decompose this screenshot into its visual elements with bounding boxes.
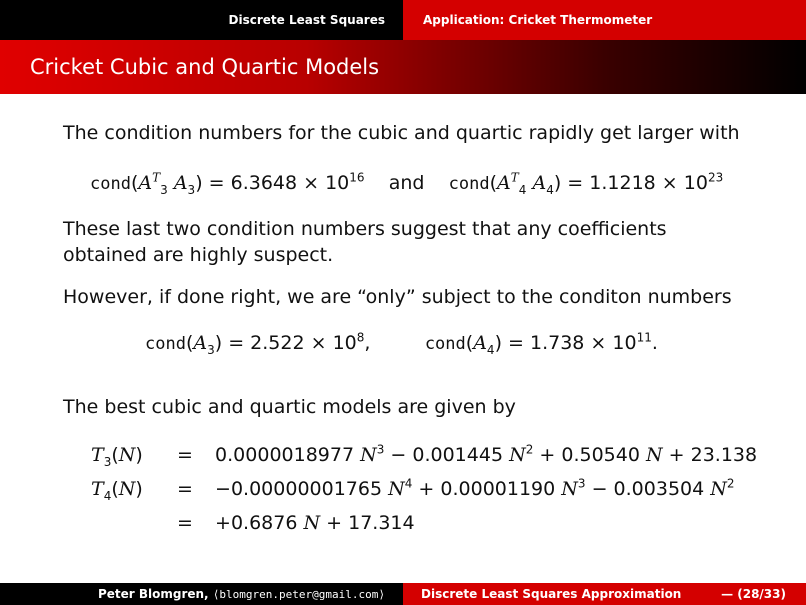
t4-coef-c: 0.003504 <box>613 478 705 500</box>
t3-coef-a: 0.0000018977 <box>215 444 355 466</box>
cond-a4-exponent: 11 <box>636 330 652 345</box>
condition-equation-row-2: $cond(A_3) = 2.522 \times 10^8$, $cond(A_4) = 1.738 \times 10^{11}$. <box>145 330 658 357</box>
nav-section-left-label: Discrete Least Squares <box>228 13 385 27</box>
t3-coef-c: 0.50540 <box>561 444 640 466</box>
cond-label-2: cond <box>448 174 490 194</box>
paragraph-3: However, if done right, we are “only” subject to the conditon numbers <box>63 286 732 308</box>
and-word: and <box>388 172 425 194</box>
paragraph-1: The condition numbers for the cubic and quartic rapidly get larger with <box>63 122 740 144</box>
t4-coef-a: −0.00000001765 <box>215 478 383 500</box>
cond-label-3: cond <box>145 334 186 354</box>
cond-a3-mantissa: 2.522 <box>250 332 305 354</box>
footer-course-title: Discrete Least Squares Approximation <box>421 587 682 601</box>
t3-coef-d: 23.138 <box>690 444 758 466</box>
model-cubic: $T_3(N) = 0.0000018977$ $N^3 - 0.001445$ $N^2 + 0.50540$ N + 23.138 <box>91 442 758 469</box>
footer <box>0 583 806 605</box>
slide-title: Cricket Cubic and Quartic Models <box>30 55 380 79</box>
t4-coef-b: 0.00001190 <box>440 478 556 500</box>
cond-a3-exponent: 8 <box>356 330 365 345</box>
nav-section-right-label: Application: Cricket Thermometer <box>423 13 653 27</box>
cond-a4ta4-exponent: 23 <box>707 170 724 185</box>
footer-author-name: Peter Blomgren, <box>97 587 209 601</box>
cond-a3ta3-mantissa: 6.3648 <box>230 172 298 194</box>
t4-line2-a: +0.6876 <box>215 512 298 534</box>
model-quartic: $T_4(N) = -0.00000001765$ $N^4 + 0.00001190$ $N^3 - 0.003504$ $N^2$ <box>91 476 735 503</box>
paragraph-2: These last two condition numbers suggest that any coefficients obtained are highly suspect. <box>63 218 667 266</box>
cond-label-4: cond <box>424 334 466 354</box>
footer-email: ⟨blomgren.peter@gmail.com⟩ <box>212 587 385 601</box>
t4-line2-b: 17.314 <box>348 512 415 534</box>
footer-course[interactable] <box>403 583 806 605</box>
nav-section-left[interactable] <box>0 0 403 40</box>
footer-page-number: — (28/33) <box>721 587 786 601</box>
cond-a3ta3-exponent: 16 <box>349 170 365 185</box>
top-navigation <box>0 0 806 40</box>
footer-author[interactable] <box>0 583 403 605</box>
paragraph-4: The best cubic and quartic models are given by <box>63 396 516 418</box>
slide-title-bar <box>0 40 806 94</box>
nav-section-right[interactable] <box>403 0 806 40</box>
cond-label: cond <box>90 174 131 194</box>
condition-equation-row-1: $cond(A^T_3$ $A_3) = 6.3648 \times 10^{16}$ and $cond(A^T_4$ $A_4) = 1.1218 \times 10^{23}$ <box>90 170 724 197</box>
t3-coef-b: 0.001445 <box>412 444 504 466</box>
cond-a4ta4-mantissa: 1.1218 <box>589 172 656 194</box>
model-quartic-continued: = +0.6876 N + 17.314 <box>177 512 415 534</box>
cond-a4-mantissa: 1.738 <box>529 332 585 354</box>
